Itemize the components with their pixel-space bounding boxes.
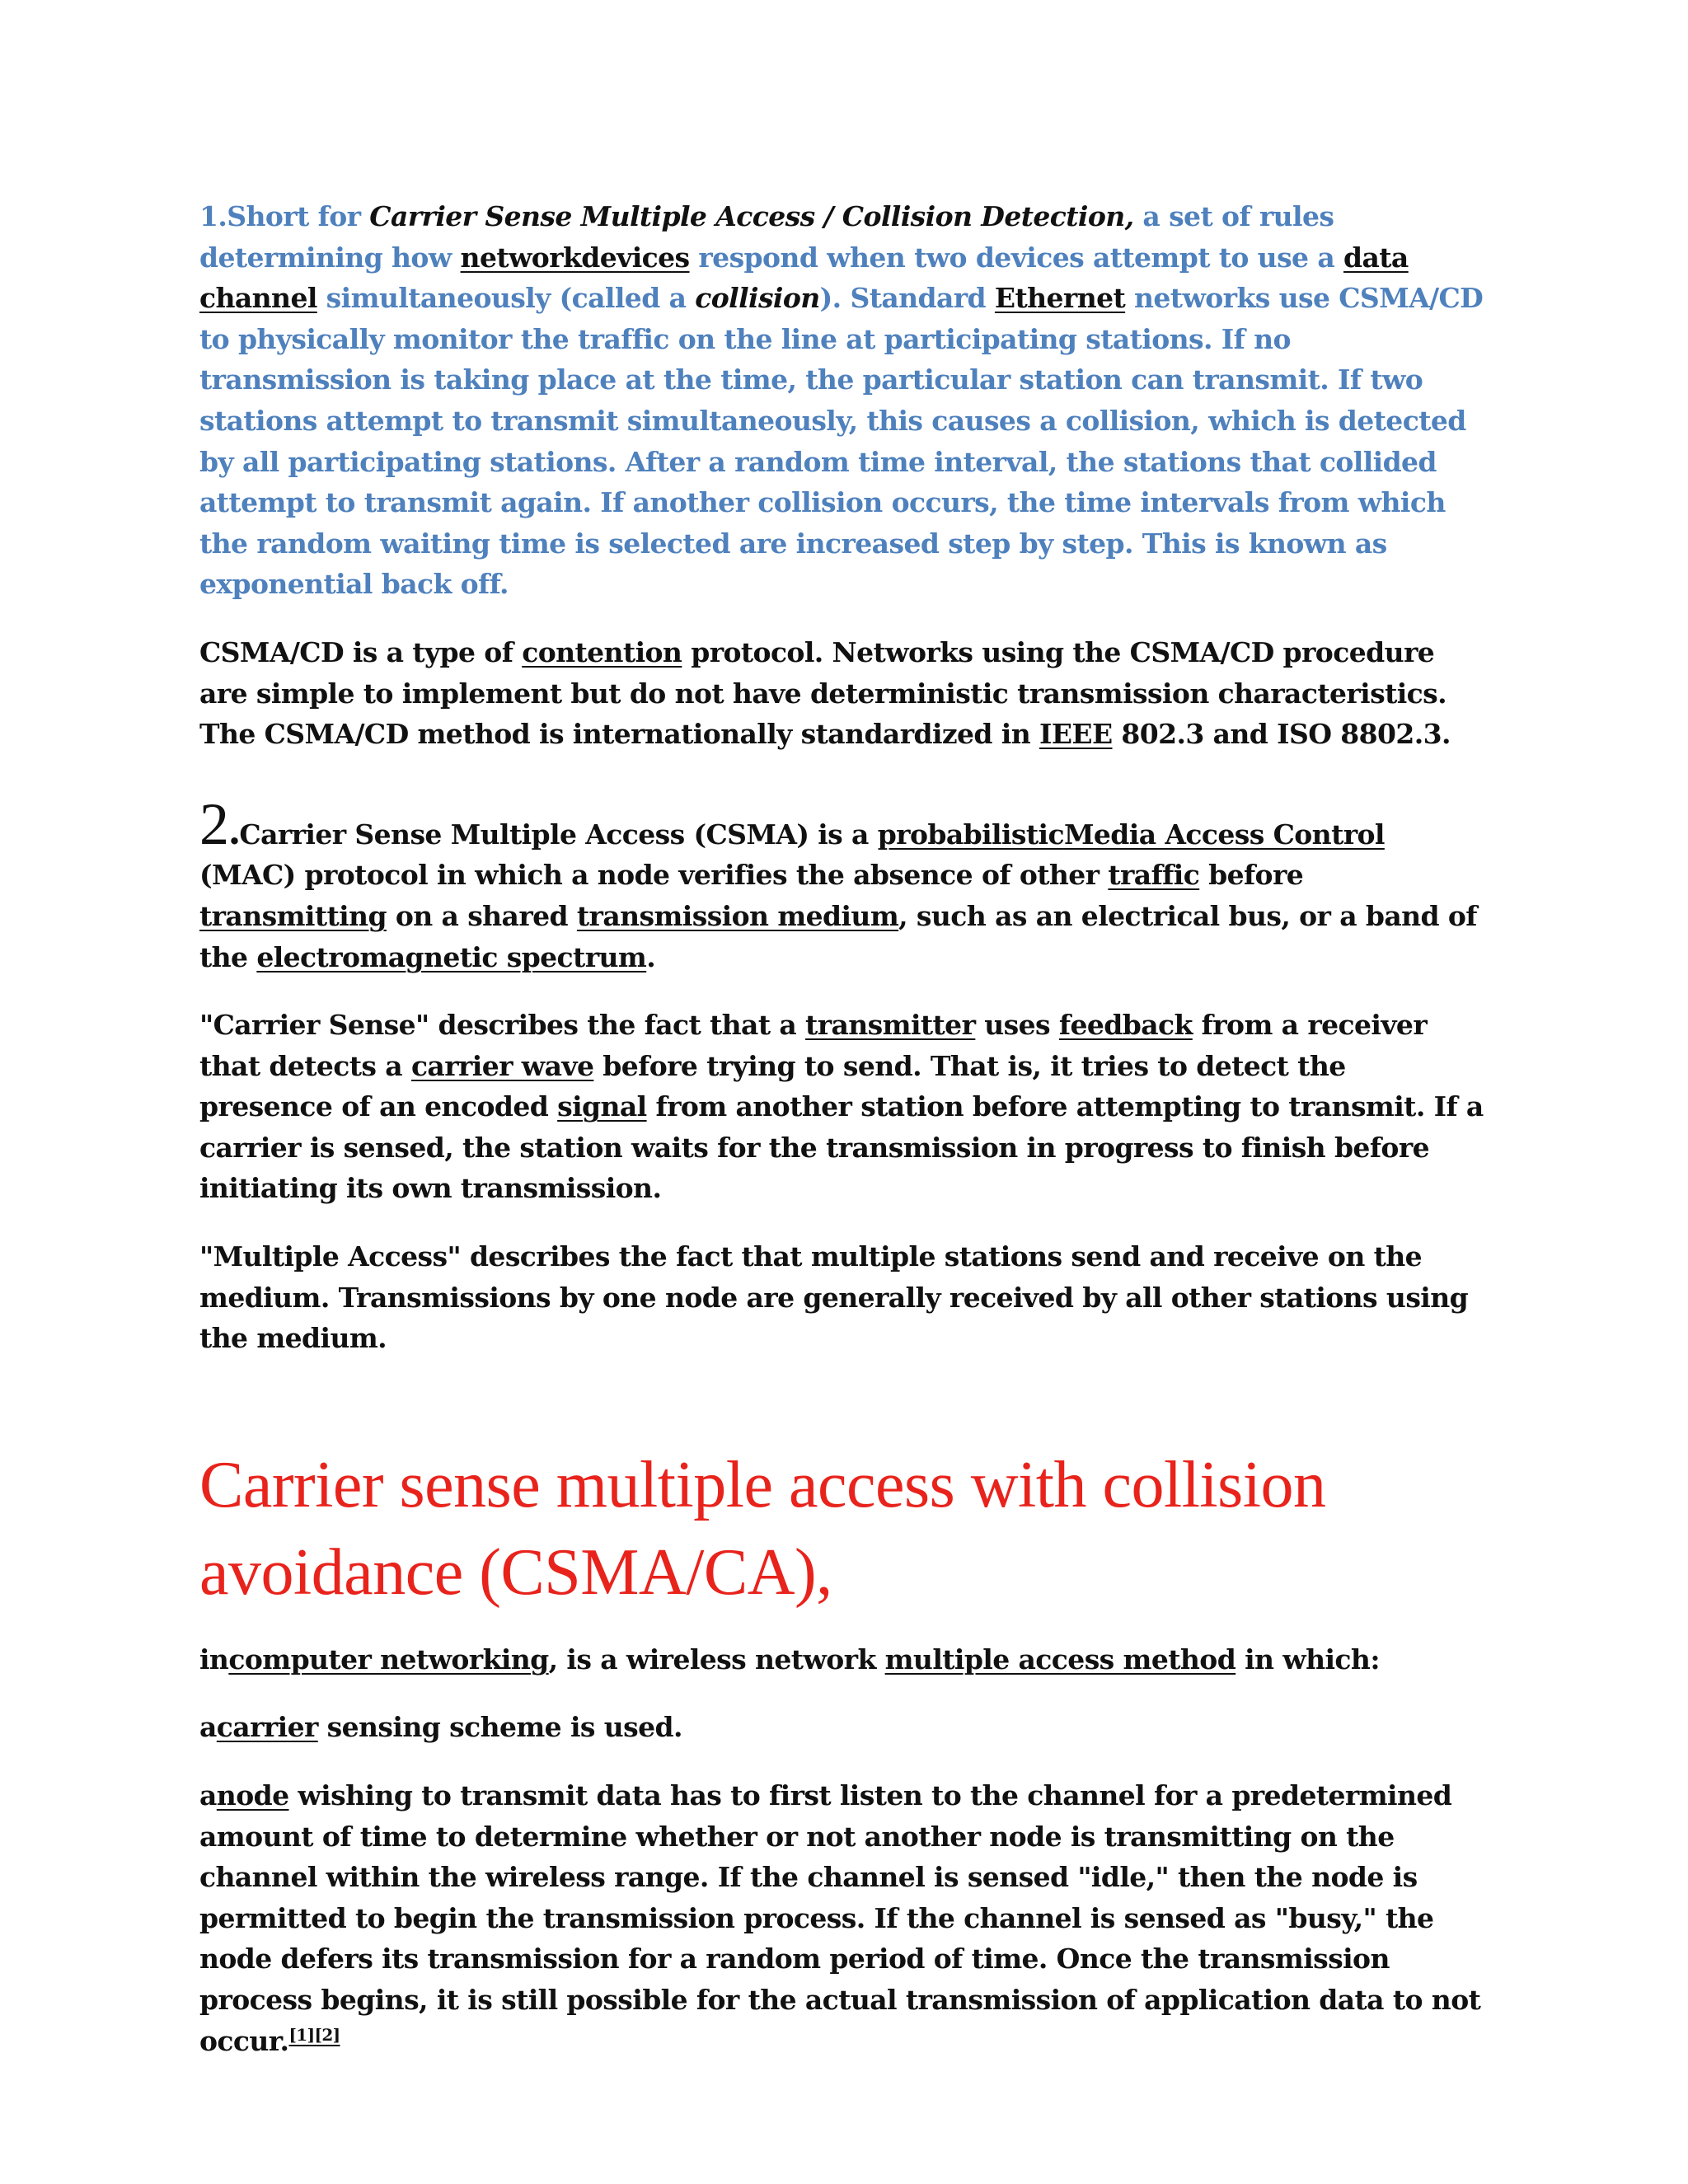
term-expansion xyxy=(369,200,1133,232)
link-ethernet[interactable]: Ethernet xyxy=(994,282,1126,315)
carrier-sensing-paragraph xyxy=(199,1707,1485,1748)
link-electromagnetic-spectrum[interactable]: electromagnetic spectrum xyxy=(256,940,647,973)
csma-ca-heading: Carrier sense multiple access with collision avoidance (CSMA/CA), xyxy=(199,1448,1326,1609)
body-text: 802.3 and ISO 8802.3. xyxy=(1112,718,1451,751)
body-text: in xyxy=(199,1643,229,1675)
body-text: CSMA/CD is a type of xyxy=(199,635,523,668)
term-letter-d: D xyxy=(981,200,1005,232)
body-text: a xyxy=(199,1779,217,1812)
csma-definition-paragraph xyxy=(199,790,1485,977)
body-text: on a shared xyxy=(386,899,577,932)
body-text: Carrier Sense Multiple Access (CSMA) is a xyxy=(239,818,878,851)
body-text: networks use CSMA/CD to physically monitor the traffic on the line at participating stations. If no transmission is taking place at the time, the particular station can transmit. If two stations attempt to transmit simultaneously, this causes a collision, which is detected by all participating stations. After a random time interval, the stations that collided attempt to transmit again. If another collision occurs, the time intervals from which the random waiting time is selected are increased step by step. This is known as exponential back off. xyxy=(199,282,1484,601)
carrier-sense-paragraph xyxy=(199,1005,1485,1209)
link-contention[interactable]: contention xyxy=(522,635,682,668)
reference-2-link[interactable]: [2] xyxy=(314,2024,340,2045)
link-networkdevices[interactable]: networkdevices xyxy=(460,241,690,274)
term-letter-a: A xyxy=(715,200,737,232)
body-text: respond when two devices attempt to use a xyxy=(689,241,1344,274)
reference-1-link[interactable]: [1] xyxy=(288,2024,315,2045)
body-text: uses xyxy=(975,1009,1059,1042)
link-feedback[interactable]: feedback xyxy=(1058,1009,1193,1042)
term-text: ultiple xyxy=(610,200,716,232)
section-number-dot: . xyxy=(229,806,240,854)
collision-term: collision xyxy=(695,282,820,315)
link-carrier-wave[interactable]: carrier wave xyxy=(410,1049,594,1082)
term-text: ense xyxy=(504,200,581,232)
body-text: (MAC) protocol in which a node verifies the absence of other xyxy=(199,859,1109,892)
term-text: llision xyxy=(880,200,982,232)
term-text: ccess / xyxy=(736,200,842,232)
link-data-channel[interactable]: data channel xyxy=(199,241,1409,315)
term-letter-s: S xyxy=(485,200,504,232)
lead-text: 1.Short for xyxy=(199,200,370,232)
body-text: before xyxy=(1199,859,1304,892)
section-number: 2 xyxy=(199,790,229,857)
csma-cd-definition-paragraph xyxy=(199,196,1485,605)
term-letter-m: M xyxy=(580,200,611,232)
link-carrier[interactable]: carrier xyxy=(216,1711,318,1744)
body-text: a xyxy=(199,1711,217,1744)
multiple-access-paragraph: "Multiple Access" describes the fact that multiple stations send and receive on the medium. Transmissions by one node are generally received by all other stations using the medium. xyxy=(199,1240,1469,1355)
link-traffic[interactable]: traffic xyxy=(1108,859,1200,892)
body-text: before trying to send. That is, it tries to detect the presence of an encoded xyxy=(199,1049,1346,1123)
term-text: arrier xyxy=(390,200,485,232)
node-transmit-paragraph xyxy=(199,1775,1485,2061)
term-letter-c: C xyxy=(369,200,391,232)
body-text: ). Standard xyxy=(819,282,995,315)
body-text: wishing to transmit data has to first listen to the channel for a predetermined amount of time to determine whether or not another node is transmitting on the channel within the wireless range. If the channel is sensed "idle," then the node is permitted to begin the transmission process. If the channel is sensed as "busy," the node defers its transmission for a random period of time. Once the transmission process begins, it is still possible for the actual transmission of application data to not occur. xyxy=(199,1779,1481,2057)
document-body xyxy=(199,196,1485,2061)
body-text: , such as an electrical bus, or a band of the xyxy=(199,899,1477,973)
body-text: , is a wireless network xyxy=(548,1643,885,1675)
body-text: sensing scheme is used. xyxy=(317,1711,682,1744)
link-ieee[interactable]: IEEE xyxy=(1039,718,1113,751)
body-text: from a receiver that detects a xyxy=(199,1009,1428,1082)
link-multiple-access-method[interactable]: multiple access method xyxy=(884,1643,1236,1675)
body-text: a set of rules determining how xyxy=(199,200,1334,274)
term-text: etection, xyxy=(1004,200,1134,232)
body-text: in which: xyxy=(1236,1643,1380,1675)
body-text: . xyxy=(646,940,656,973)
link-computer-networking[interactable]: computer networking xyxy=(228,1643,549,1675)
body-text: "Carrier Sense" describes the fact that a xyxy=(199,1009,806,1042)
link-transmission-medium[interactable]: transmission medium xyxy=(576,899,899,932)
body-text: from another station before attempting to transmit. If a carrier is sensed, the station waits for the transmission in progress to finish before initiating its own transmission. xyxy=(199,1090,1484,1205)
link-signal[interactable]: signal xyxy=(557,1090,647,1123)
computer-networking-paragraph xyxy=(199,1639,1485,1680)
body-text: protocol. Networks using the CSMA/CD procedure are simple to implement but do not have deterministic transmission characteristics. The CSMA/CD method is internationally standardized in xyxy=(199,635,1447,751)
term-letter-co: Co xyxy=(842,200,881,232)
link-transmitting[interactable]: transmitting xyxy=(199,899,387,932)
link-probabilistic[interactable]: probabilistic xyxy=(877,818,1064,851)
link-media-access-control[interactable]: Media Access Control xyxy=(1063,818,1385,851)
body-text: simultaneously (called a xyxy=(316,282,696,315)
link-node[interactable]: node xyxy=(216,1779,289,1812)
link-transmitter[interactable]: transmitter xyxy=(805,1009,976,1042)
contention-paragraph xyxy=(199,632,1485,755)
